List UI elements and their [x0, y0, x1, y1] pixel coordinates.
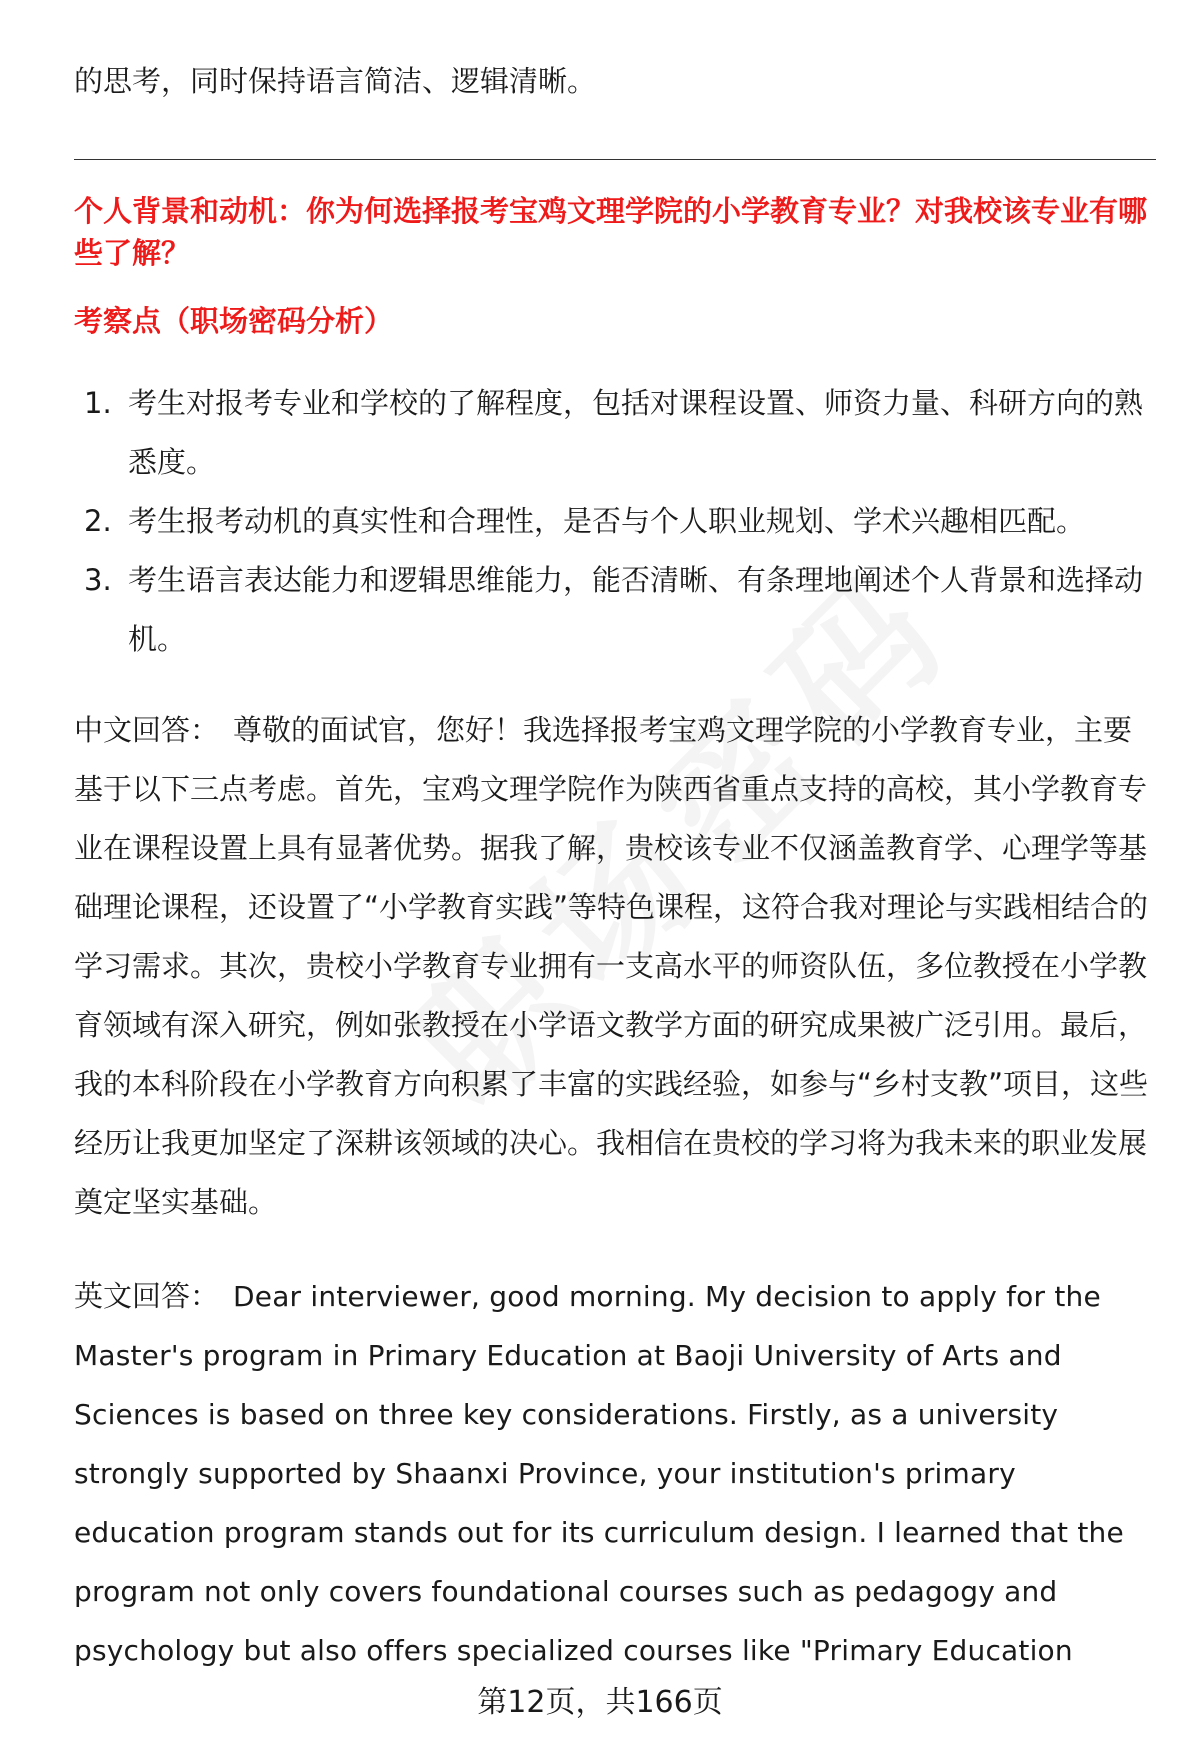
list-item-number: 1. — [84, 386, 112, 420]
question-heading: 个人背景和动机：你为何选择报考宝鸡文理学院的小学教育专业？对我校该专业有哪些了解？ — [74, 194, 1148, 270]
list-item — [74, 551, 1156, 669]
document-page — [74, 0, 1156, 1755]
section-divider — [74, 159, 1156, 160]
english-answer-paragraph — [74, 1267, 1156, 1681]
english-answer-label: 英文回答： — [74, 1279, 220, 1313]
list-item-text: 考生语言表达能力和逻辑思维能力，能否清晰、有条理地阐述个人背景和选择动机。 — [128, 563, 1144, 656]
list-item — [74, 492, 1156, 551]
analysis-points-list — [74, 374, 1156, 669]
analysis-heading: 考察点（职场密码分析） — [74, 304, 394, 338]
list-item-number: 2. — [84, 504, 112, 538]
english-answer-text: Dear interviewer, good morning. My decision to apply for the Master's program in Primary Education at Baoji University of Arts and Sciences is based on three key considerations. Firstly, as a university strongly supported by Shaanxi Province, your institution's primary education program stands out for its curriculum design. I learned that the program not only covers foundational courses such as pedagogy and psychology but also offers specialized courses like "Primary Education — [74, 1280, 1124, 1667]
list-item-text: 考生对报考专业和学校的了解程度，包括对课程设置、师资力量、科研方向的熟悉度。 — [128, 386, 1144, 479]
chinese-answer-label: 中文回答： — [74, 713, 220, 747]
chinese-answer-paragraph — [74, 701, 1156, 1232]
list-item-number: 3. — [84, 563, 112, 597]
chinese-answer-text: 尊敬的面试官，您好！我选择报考宝鸡文理学院的小学教育专业，主要基于以下三点考虑。首先，宝鸡文理学院作为陕西省重点支持的高校，其小学教育专业在课程设置上具有显著优势。据我了解，贵校该专业不仅涵盖教育学、心理学等基础理论课程，还设置了“小学教育实践”等特色课程，这符合我对理论与实践相结合的学习需求。其次，贵校小学教育专业拥有一支高水平的师资队伍，多位教授在小学教育领域有深入研究，例如张教授在小学语文教学方面的研究成果被广泛引用。最后，我的本科阶段在小学教育方向积累了丰富的实践经验，如参与“乡村支教”项目，这些经历让我更加坚定了深耕该领域的决心。我相信在贵校的学习将为我未来的职业发展奠定坚实基础。 — [74, 713, 1149, 1219]
intro-paragraph: 的思考，同时保持语言简洁、逻辑清晰。 — [74, 64, 597, 98]
list-item — [74, 374, 1156, 492]
page-number-footer: 第12页，共166页 — [477, 1685, 723, 1720]
list-item-text: 考生报考动机的真实性和合理性，是否与个人职业规划、学术兴趣相匹配。 — [128, 504, 1086, 538]
